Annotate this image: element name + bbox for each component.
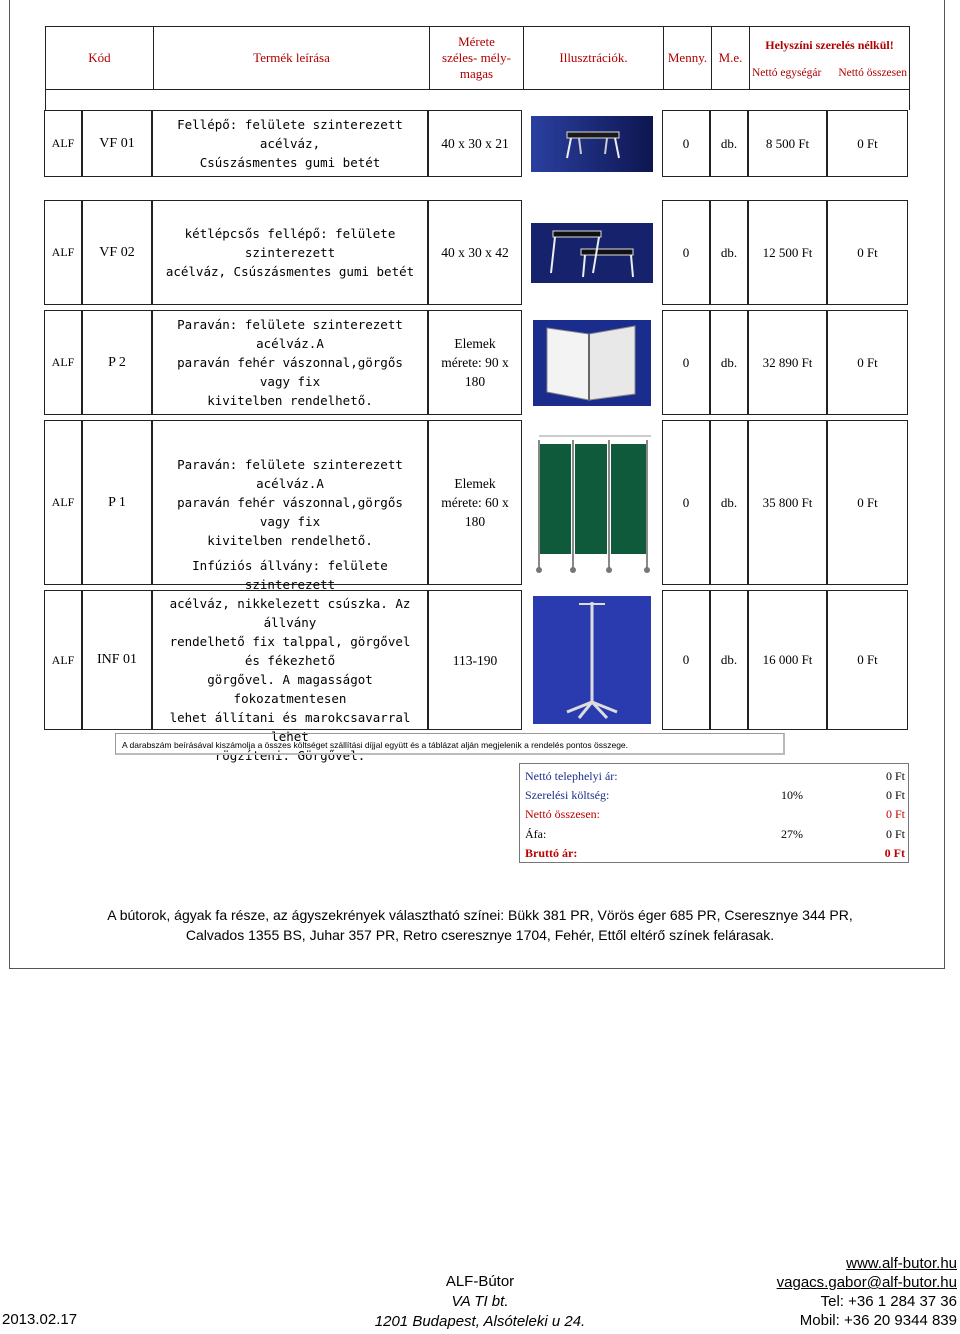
product-description <box>152 110 428 177</box>
product-code-cell <box>82 310 152 415</box>
product-desc-line: Csúszásmentes gumi betét <box>199 155 381 170</box>
product-size-line: mérete: 60 x <box>441 495 509 510</box>
summary-value: 0 Ft <box>885 807 905 821</box>
footer-contacts <box>745 1254 957 1330</box>
product-qty[interactable]: 0 <box>682 652 690 667</box>
product-desc-line: paraván fehér vászonnal,görgős vagy fix <box>177 495 403 529</box>
product-unit-cell <box>710 200 748 305</box>
product-qty[interactable]: 0 <box>682 494 690 510</box>
step-stool-icon <box>527 114 657 174</box>
product-desc-line: acélváz, nikkelezett csúszka. Az állvány <box>169 595 411 630</box>
product-prefix-cell <box>44 590 82 730</box>
header-merete-2: széles- mély- <box>442 50 511 65</box>
header-netto-osszesen: Nettó összesen <box>838 66 907 79</box>
two-step-stool-icon <box>527 221 657 285</box>
product-desc-line: kétlépcsős fellépő: felülete szinterezett <box>184 226 396 260</box>
color-options-line-2: Calvados 1355 BS, Juhar 357 PR, Retro cseresznye 1704, Fehér, Ettől eltérő színek felárasak. <box>185 927 775 943</box>
product-size-line: 180 <box>464 374 486 389</box>
product-code-cell <box>82 200 152 305</box>
product-prefix-cell <box>44 110 82 177</box>
product-total: 0 Ft <box>857 494 878 510</box>
product-price: 8 500 Ft <box>765 135 810 151</box>
product-price-cell <box>748 200 827 305</box>
product-prefix: ALF <box>51 245 75 259</box>
product-desc-line: rendelhető fix talppal, görgővel és fékezhető <box>169 633 411 668</box>
product-prefix: ALF <box>51 355 75 369</box>
summary-value: 0 Ft <box>884 846 905 860</box>
table-header <box>46 27 910 90</box>
summary-label: Nettó összesen: <box>525 807 600 821</box>
product-illustration <box>522 200 662 305</box>
product-price: 35 800 Ft <box>762 494 813 510</box>
product-size <box>428 110 522 177</box>
product-qty-cell <box>662 110 710 177</box>
product-qty[interactable]: 0 <box>682 135 690 151</box>
product-unit: db. <box>720 244 738 260</box>
product-prefix-cell <box>44 420 82 585</box>
product-total-cell <box>827 420 908 585</box>
header-leiras: Termék leírása <box>154 27 430 90</box>
company-name: ALF-Bútor <box>445 1273 515 1290</box>
summary-label: Nettó telephelyi ár: <box>525 769 618 783</box>
product-prefix: ALF <box>51 136 75 150</box>
product-unit: db. <box>720 494 738 510</box>
summary-row-brutto <box>525 843 905 863</box>
summary-row-afa <box>525 824 905 844</box>
product-unit: db. <box>720 135 738 151</box>
product-size-line: Elemek <box>454 476 496 491</box>
product-size <box>428 310 522 415</box>
product-unit-cell <box>710 310 748 415</box>
product-table <box>45 26 910 110</box>
product-code: P 1 <box>108 494 126 510</box>
product-code-cell <box>82 420 152 585</box>
summary-row-netto-osszesen <box>525 804 905 824</box>
product-qty-cell <box>662 200 710 305</box>
product-unit: db. <box>720 354 738 370</box>
product-total: 0 Ft <box>857 354 878 370</box>
product-row <box>0 200 960 305</box>
summary-row-netto-telephelyi <box>525 766 905 786</box>
summary-box <box>519 763 909 863</box>
email-link[interactable]: vagacs.gabor@alf-butor.hu <box>776 1274 957 1291</box>
product-code: P 2 <box>108 354 126 370</box>
product-total-cell <box>827 310 908 415</box>
product-prefix-cell <box>44 200 82 305</box>
order-note: A darabszám beírásával kiszámolja a összes költséget szállítási díjjal együtt és a táblázat alján megjelenik a rendelés pontos összege. <box>115 733 785 755</box>
header-merete-3: magas <box>459 66 494 81</box>
header-netto-egysegar: Nettó egységár <box>752 66 822 79</box>
product-code-cell <box>82 590 152 730</box>
product-qty-cell <box>662 420 710 585</box>
company-name-2: VA TI bt. <box>451 1293 509 1310</box>
product-desc-line: kivitelben rendelhető. <box>207 533 373 548</box>
product-desc-line: görgővel. A magasságot fokozatmentesen <box>207 671 373 706</box>
product-illustration <box>522 310 662 415</box>
product-size-line: Elemek <box>454 336 496 351</box>
product-illustration <box>522 590 662 730</box>
product-price-cell <box>748 110 827 177</box>
product-desc-line: Paraván: felülete szinterezett acélváz.A <box>177 457 403 491</box>
product-size-line: 180 <box>464 514 486 529</box>
summary-value: 0 Ft <box>885 788 905 802</box>
summary-value: 0 Ft <box>885 769 905 783</box>
product-row <box>0 110 960 177</box>
header-me: M.e. <box>712 27 750 90</box>
product-desc-line: paraván fehér vászonnal,görgős vagy fix <box>177 355 403 389</box>
header-helyszini: Helyszíni szerelés nélkül! <box>765 37 894 52</box>
product-qty-cell <box>662 310 710 415</box>
product-unit-cell <box>710 110 748 177</box>
summary-pct: 27% <box>781 827 803 841</box>
product-qty[interactable]: 0 <box>682 354 690 370</box>
product-desc-line: kivitelben rendelhető. <box>207 393 373 408</box>
product-total: 0 Ft <box>857 652 878 667</box>
product-desc-line: Paraván: felülete szinterezett acélváz.A <box>177 317 403 351</box>
product-unit: db. <box>720 652 738 667</box>
product-row <box>0 420 960 585</box>
product-unit-cell <box>710 420 748 585</box>
product-size-line: mérete: 90 x <box>441 355 509 370</box>
product-code: VF 02 <box>99 244 135 260</box>
mobile-number: Mobil: +36 20 9344 839 <box>799 1312 957 1329</box>
company-address: 1201 Budapest, Alsóteleki u 24. <box>374 1313 586 1330</box>
product-code: INF 01 <box>96 652 138 667</box>
product-size <box>428 420 522 585</box>
footer-date: 2013.02.17 <box>2 1311 78 1328</box>
product-price-cell <box>748 590 827 730</box>
header-merete-1: Mérete <box>458 34 495 49</box>
product-size-line: 40 x 30 x 21 <box>441 136 509 151</box>
product-price: 32 890 Ft <box>762 354 813 370</box>
product-code-cell <box>82 110 152 177</box>
product-illustration <box>522 110 662 177</box>
product-price-cell <box>748 420 827 585</box>
header-menny: Menny. <box>664 27 712 90</box>
product-desc-line: lehet állítani és marokcsavarral lehet <box>169 709 411 744</box>
product-total-cell <box>827 590 908 730</box>
color-options-note <box>30 905 930 945</box>
product-qty-cell <box>662 590 710 730</box>
product-price: 16 000 Ft <box>762 652 813 667</box>
product-price-cell <box>748 310 827 415</box>
product-total: 0 Ft <box>857 135 878 151</box>
footer-company <box>360 1272 600 1332</box>
summary-label: Bruttó ár: <box>525 846 578 860</box>
product-desc-line: acélváz, Csúszásmentes gumi betét <box>165 264 415 279</box>
header-merete <box>430 27 524 90</box>
product-price: 12 500 Ft <box>762 244 813 260</box>
product-prefix: ALF <box>51 652 75 667</box>
product-total: 0 Ft <box>857 244 878 260</box>
product-unit-cell <box>710 590 748 730</box>
header-kod: Kód <box>46 27 154 90</box>
green-screen-icon <box>527 428 657 578</box>
summary-pct: 10% <box>781 788 803 802</box>
product-desc-line: rögzíteni. Görgővel. <box>214 747 366 763</box>
product-code: VF 01 <box>99 135 135 151</box>
product-prefix-cell <box>44 310 82 415</box>
product-prefix: ALF <box>51 495 75 509</box>
summary-label: Áfa: <box>525 827 547 841</box>
phone-number: Tel: +36 1 284 37 36 <box>820 1293 957 1310</box>
product-description <box>152 310 428 415</box>
infusion-stand-icon <box>527 594 657 726</box>
header-illusztraciok: Illusztrációk. <box>524 27 664 90</box>
product-qty[interactable]: 0 <box>682 244 690 260</box>
summary-row-szerelesi <box>525 785 905 805</box>
product-desc-line: Fellépő: felülete szinterezett acélváz, <box>177 117 403 151</box>
header-prices <box>750 27 910 90</box>
product-description <box>152 200 428 305</box>
website-link[interactable]: www.alf-butor.hu <box>846 1255 957 1272</box>
product-total-cell <box>827 200 908 305</box>
product-illustration <box>522 420 662 585</box>
summary-label: Szerelési költség: <box>525 788 610 802</box>
color-options-line-1: A bútorok, ágyak fa része, az ágyszekrények választható színei: Bükk 381 PR, Vörös éger 685 PR, Cseresznye 344 PR, <box>107 907 853 923</box>
product-row <box>0 310 960 415</box>
summary-value: 0 Ft <box>885 827 905 841</box>
product-size-line: 40 x 30 x 42 <box>441 245 509 260</box>
product-size <box>428 200 522 305</box>
product-size-line: 113-190 <box>452 652 498 668</box>
product-size <box>428 590 522 730</box>
product-desc-line: Infúziós állvány: felülete szinterezett <box>192 557 388 592</box>
white-screen-icon <box>527 318 657 408</box>
product-total-cell <box>827 110 908 177</box>
